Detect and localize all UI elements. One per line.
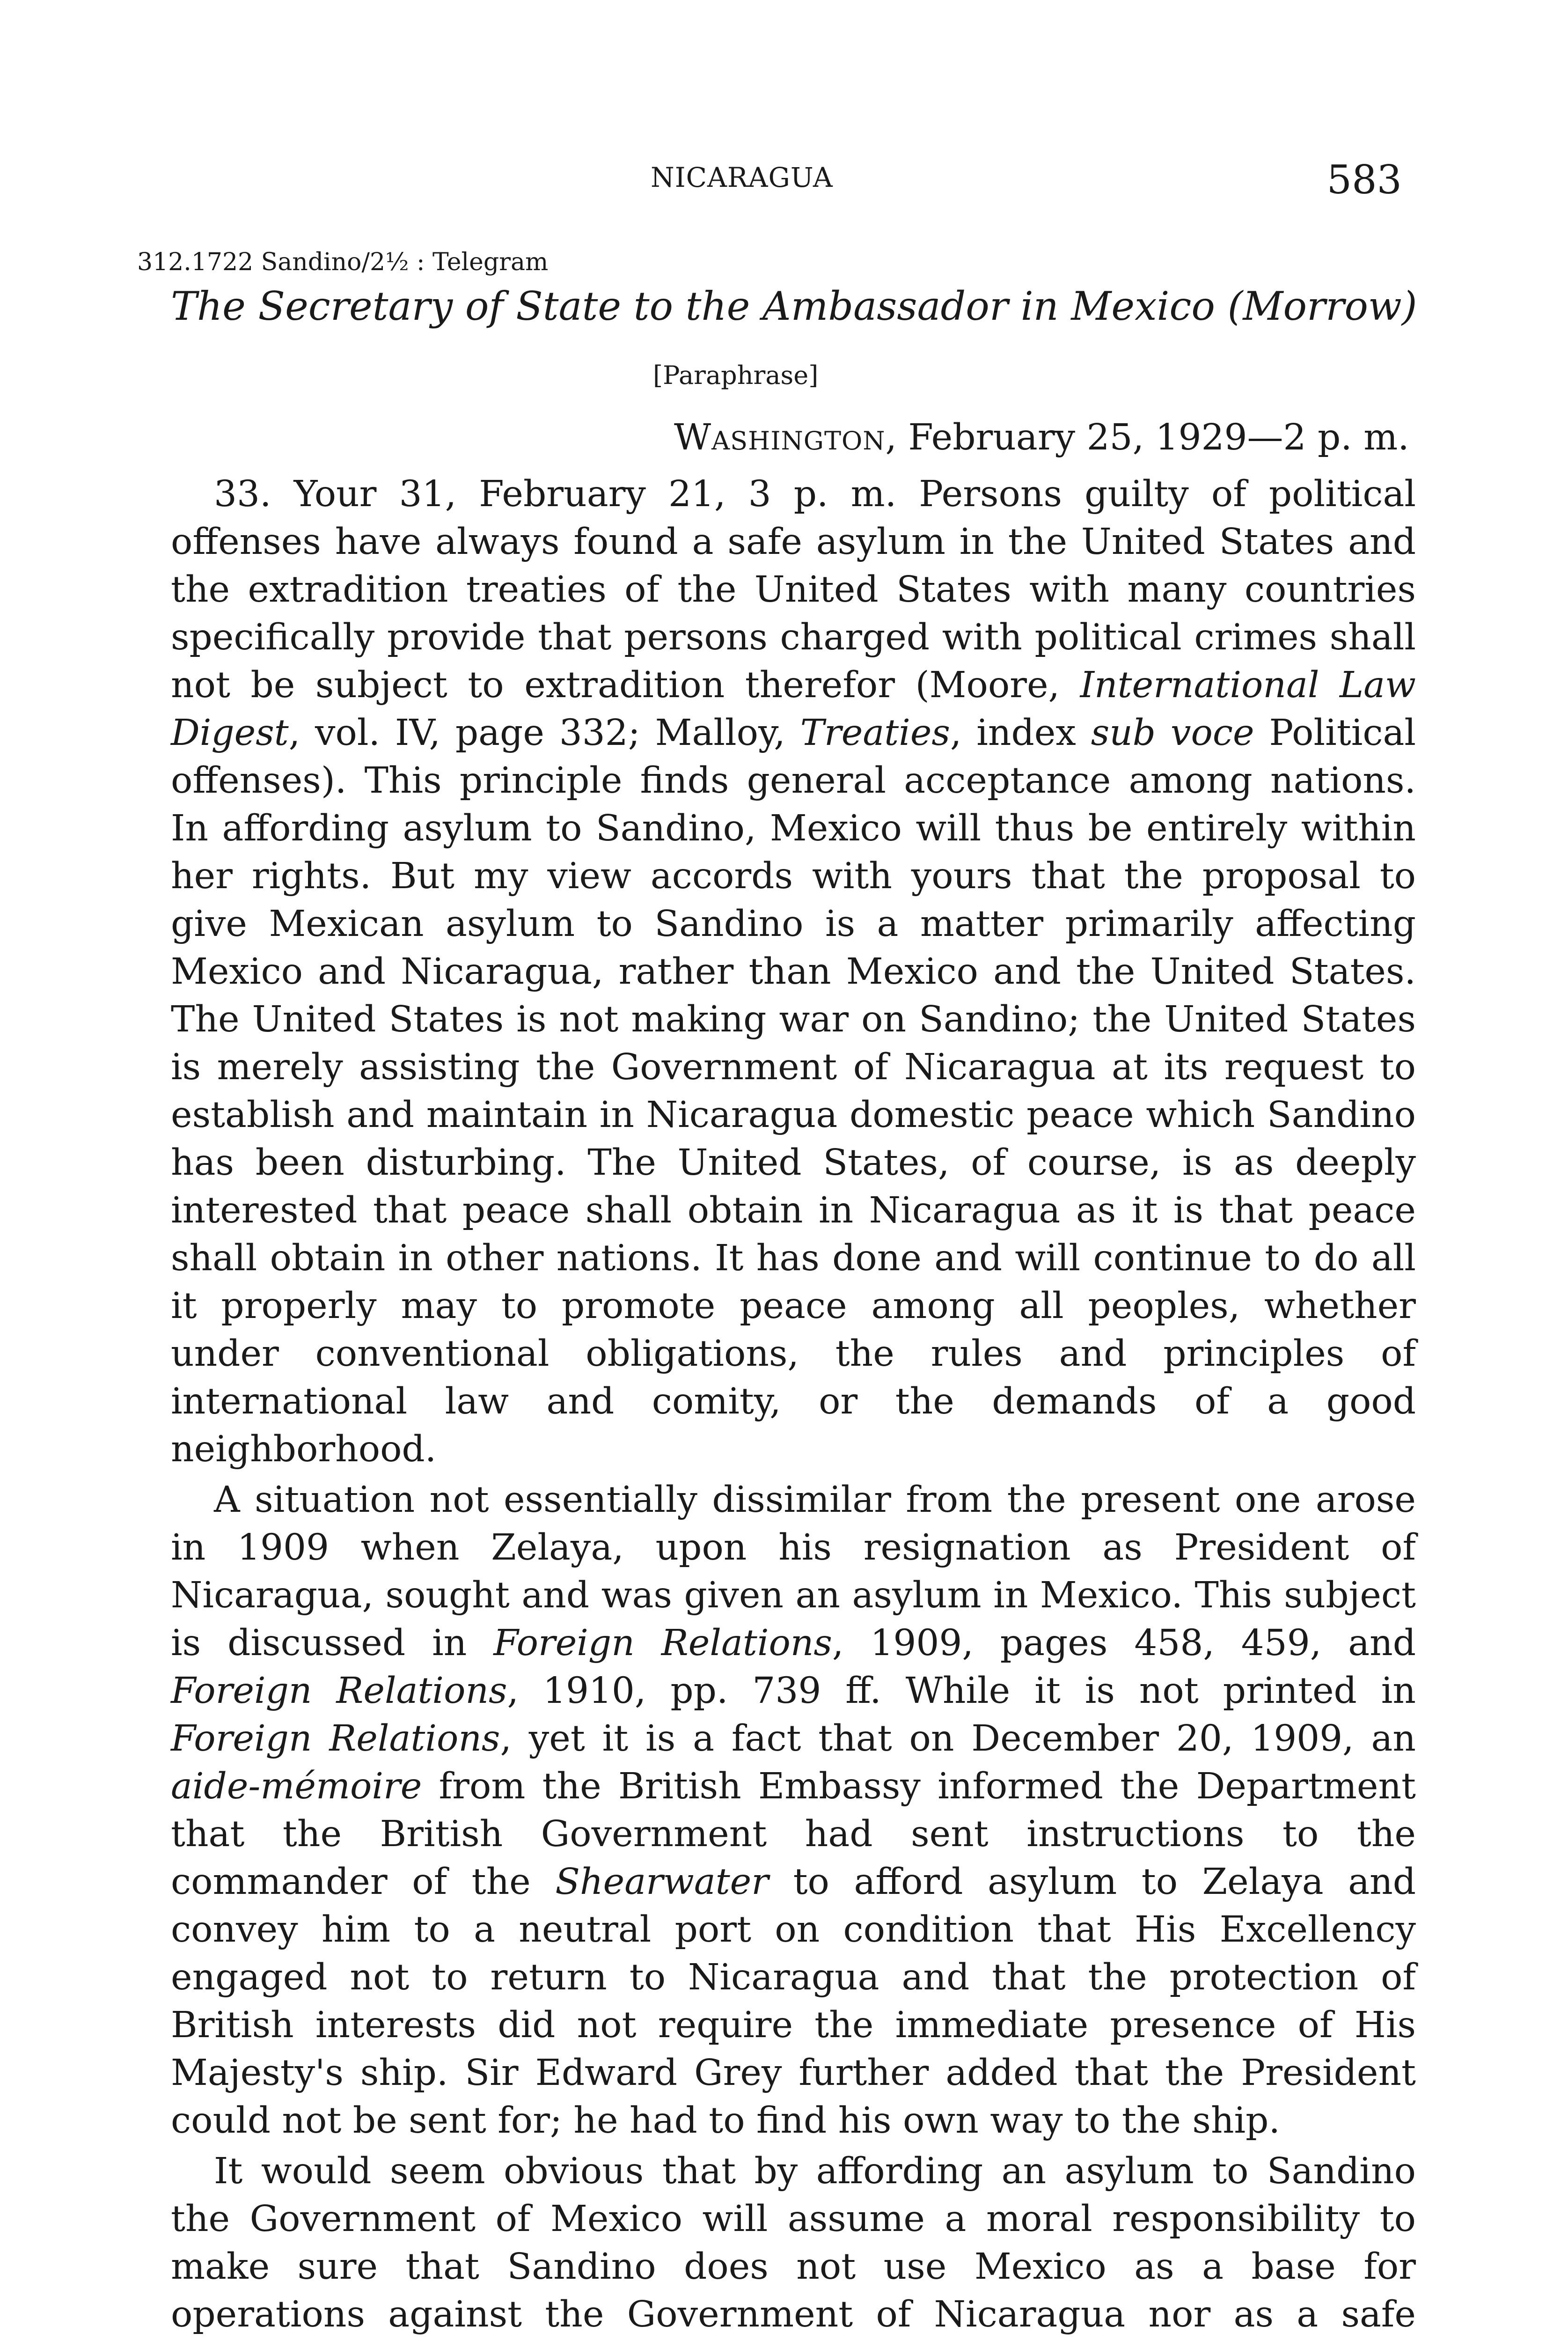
- paraphrase-note: [Paraphrase]: [653, 361, 819, 390]
- p1-sub-voce: sub voce: [1091, 712, 1254, 754]
- file-reference: 312.1722 Sandino/2½ : Telegram: [137, 248, 549, 276]
- p1-title-treaties: Treaties: [800, 712, 950, 754]
- p2-foreign-relations-1: Foreign Relations: [493, 1622, 832, 1664]
- p2-aide-memoire: aide-mémoire: [171, 1766, 422, 1807]
- paragraph-2: [171, 1476, 1416, 2145]
- p2-shearwater: Shearwater: [555, 1861, 769, 1903]
- p2-foreign-relations-3: Foreign Relations: [171, 1718, 500, 1759]
- running-head: NICARAGUA: [651, 162, 833, 193]
- p2-text-c: , 1910, pp. 739 ff. While it is not printed in: [507, 1670, 1416, 1712]
- dateline-place: Washington: [674, 417, 886, 458]
- p2-text-f: to afford asylum to Zelaya and convey him to a neutral port on condition that His Excellency engaged not to return to Nicaragua and that the protection of British interests did not require the immediate presence of His Majesty's ship. Sir Edward Grey further added that the President could not be sent for; he had to find his own way to the ship.: [171, 1861, 1416, 2142]
- p1-text-d: Political offenses). This principle finds general acceptance among nations. In affording asylum to Sandino, Mexico will thus be entirely within her rights. But my view accords with yours that the proposal to give Mexican asylum to Sandino is a matter primarily affecting Mexico and Nicaragua, rather than Mexico and the United States. The United States is not making war on Sandino; the United States is merely assisting the Government of Nicaragua at its request to establish and maintain in Nicaragua domestic peace which Sandino has been disturbing. The United States, of course, is as deeply interested that peace shall obtain in Nicaragua as it is that peace shall obtain in other nations. It has done and will continue to do all it properly may to promote peace among all peoples, whether under conventional obligations, the rules and principles of international law and comity, or the demands of a good neighborhood.: [171, 712, 1416, 1470]
- p2-text-a: A situation not essentially dissimilar from the present one arose in 1909 when Zelaya, upon his resignation as President of Nicaragua, sought and was given an asylum in Mexico. This subject is discussed in: [171, 1479, 1416, 1664]
- p1-text-c: , index: [950, 712, 1091, 754]
- p2-text-d: , yet it is a fact that on December 20, 1909, an: [500, 1718, 1416, 1759]
- p1-text-b: , vol. IV, page 332; Malloy,: [288, 712, 800, 754]
- p2-text-e: from the British Embassy informed the Department that the British Government had sent instructions to the commander of the: [171, 1766, 1416, 1903]
- paragraph-3: It would seem obvious that by affording an asylum to Sandino the Government of Mexico will assume a moral responsibility to make sure that Sandino does not use Mexico as a base for operations against the Government of Nicaragua nor as a safe: [171, 2150, 1416, 2335]
- body-text: [171, 471, 1416, 2341]
- p1-text-a: 33. Your 31, February 21, 3 p. m. Persons guilty of political offenses have always found a safe asylum in the United States and the extradition treaties of the United States with many countries specifically provide that persons charged with political crimes shall not be subject to extradition therefor (Moore,: [171, 473, 1416, 706]
- p2-foreign-relations-2: Foreign Relations: [171, 1670, 507, 1712]
- page-number: 583: [1326, 157, 1402, 203]
- paragraph-1: [171, 471, 1416, 1473]
- p2-text-b: , 1909, pages 458, 459, and: [832, 1622, 1416, 1664]
- dateline: [674, 417, 1409, 458]
- p1-title-international-law-digest: International Law Digest: [171, 664, 1416, 754]
- document-title: The Secretary of State to the Ambassador in Mexico (Morrow): [171, 283, 1417, 329]
- dateline-date: , February 25, 1929—2 p. m.: [885, 417, 1409, 458]
